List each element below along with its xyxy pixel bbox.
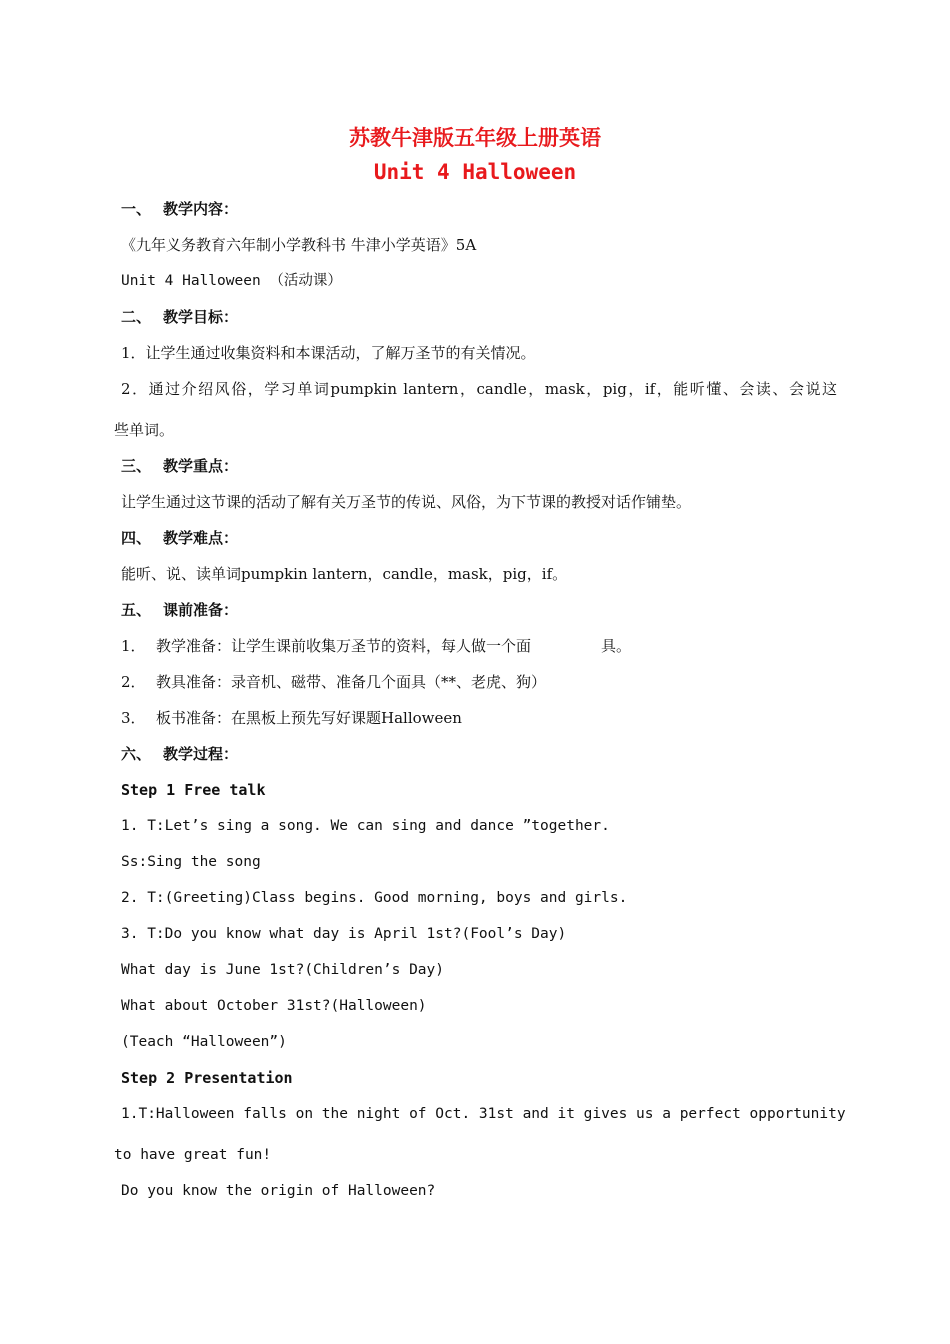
unit-title: Unit 4 Halloween [373, 160, 577, 184]
step-line: 1.T:Halloween falls on the night of Oct. 31st and it gives us a perfect opportunity [121, 1106, 846, 1122]
preparation-item: 2． 教具准备：录音机、磁带、准备几个面具（**、老虎、狗） [121, 673, 547, 691]
content-line: Unit 4 Halloween （活动课） [121, 273, 342, 289]
section-heading-key-points: 三、 教学重点： [121, 457, 239, 475]
content-line: 《九年义务教育六年制小学教科书 牛津小学英语》5A [121, 236, 477, 254]
step-line: Do you know the origin of Halloween? [121, 1183, 436, 1199]
step-line: 2. T:(Greeting)Class begins. Good morning, boys and girls. [121, 890, 628, 906]
step-line: What day is June 1st?(Children’s Day) [121, 962, 445, 978]
objective-line: 2．通过介绍风俗，学习单词pumpkin lantern，candle，mask，pig，if，能听懂、会读、会说这 [121, 380, 837, 398]
step-line: 1. T:Let’s sing a song. We can sing and dance ”together. [121, 818, 610, 834]
step-line: (Teach “Halloween”) [121, 1034, 287, 1050]
step-line: What about October 31st?(Halloween) [121, 998, 427, 1014]
section-heading-preparation: 五、 课前准备： [121, 601, 239, 619]
section-heading-objectives: 二、 教学目标： [121, 308, 239, 326]
document-title: 苏教牛津版五年级上册英语 [349, 126, 601, 150]
step-heading: Step 1 Free talk [121, 781, 266, 799]
section-heading-difficulties: 四、 教学难点： [121, 529, 239, 547]
step-line: 3. T:Do you know what day is April 1st?(Fool’s Day) [121, 926, 567, 942]
objective-line-continued: 些单词。 [114, 421, 175, 439]
preparation-item: 1． 教学准备：让学生课前收集万圣节的资料，每人做一个面 具。 [121, 637, 632, 655]
section-heading-process: 六、 教学过程： [121, 745, 239, 763]
step-line-continued: to have great fun! [114, 1147, 272, 1163]
difficulty-line: 能听、说、读单词pumpkin lantern，candle，mask，pig，if。 [121, 565, 568, 583]
key-point-line: 让学生通过这节课的活动了解有关万圣节的传说、风俗，为下节课的教授对话作铺垫。 [121, 493, 692, 511]
step-heading: Step 2 Presentation [121, 1069, 293, 1087]
step-line: Ss:Sing the song [121, 854, 261, 870]
preparation-item: 3． 板书准备：在黑板上预先写好课题Halloween [121, 709, 462, 727]
section-heading-content: 一、 教学内容： [121, 200, 239, 218]
objective-line: 1．让学生通过收集资料和本课活动，了解万圣节的有关情况。 [121, 344, 536, 362]
